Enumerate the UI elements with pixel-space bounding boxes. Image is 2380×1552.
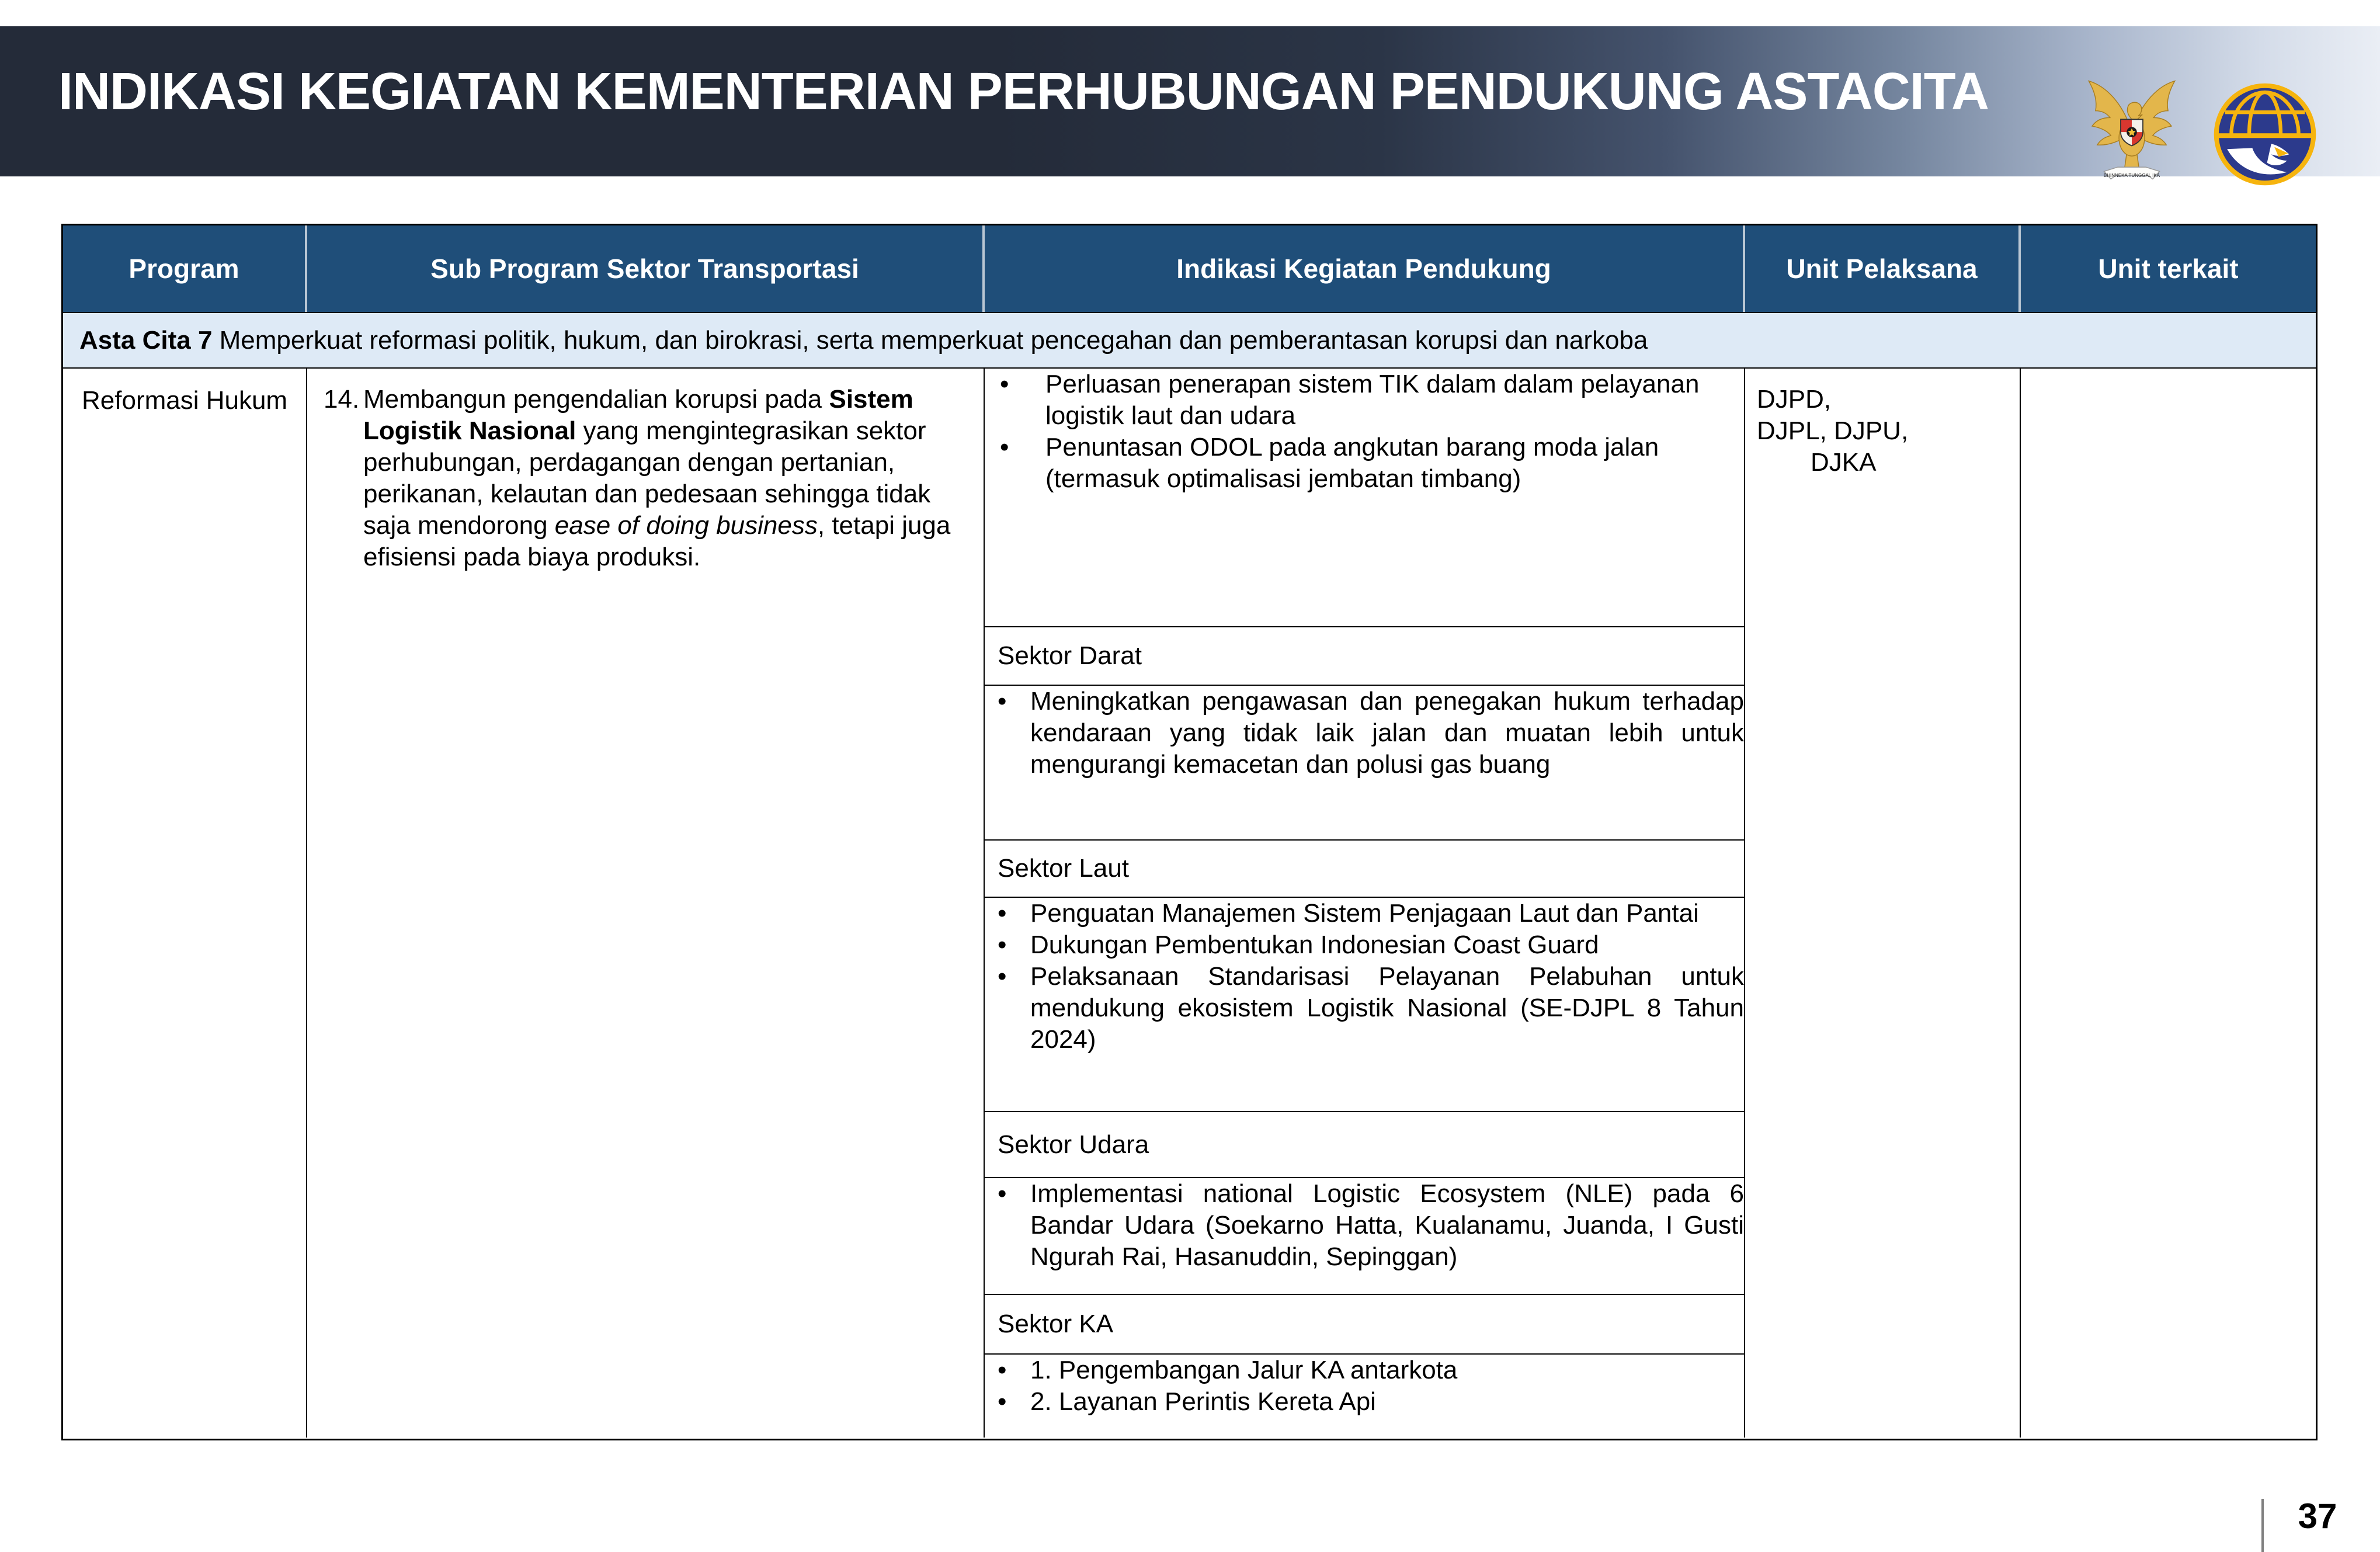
sub-program-text: Membangun pengendalian korupsi pada Sistem Logistik Nasional yang mengintegrasikan sektor perhubungan, perdagangan dengan pertanian, perikanan, kelautan dan pedesaan sehingga tidak saja mendorong ease of doing business, tetapi juga efisiensi pada biaya produksi.: [363, 385, 951, 571]
sektor-ka-header: Sektor KA: [985, 1295, 1744, 1355]
sektor-darat-header: Sektor Darat: [985, 627, 1744, 686]
column-header-unit-terkait: Unit terkait: [2098, 254, 2239, 284]
column-header-indikasi: Indikasi Kegiatan Pendukung: [985, 225, 1745, 312]
sektor-ka-bullet-list: [985, 1355, 1744, 1418]
sektor-udara-bullet-list: [985, 1178, 1744, 1273]
unit-line: DJKA: [1811, 448, 1877, 477]
bullet-item: • Penuntasan ODOL pada angkutan barang moda jalan (termasuk optimalisasi jembatan timbang): [985, 432, 1744, 495]
unit-pelaksana-cell: [1745, 369, 2021, 1438]
bullet-item: • Penguatan Manajemen Sistem Penjagaan Laut dan Pantai: [985, 898, 1744, 929]
sektor-laut-header: Sektor Laut: [985, 841, 1744, 898]
sektor-udara-cell: [985, 1178, 1744, 1295]
unit-terkait-cell: [2021, 369, 2316, 1438]
astacita-table: [61, 224, 2318, 1440]
page-title: INDIKASI KEGIATAN KEMENTERIAN PERHUBUNGAN PENDUKUNG ASTACITA: [58, 63, 1989, 121]
sub-program-cell: [307, 369, 985, 1438]
table-header-row: [63, 225, 2316, 313]
sektor-darat-cell: [985, 686, 1744, 841]
page-number: 37: [2298, 1496, 2337, 1536]
sektor-udara-header: Sektor Udara: [985, 1112, 1744, 1178]
indikasi-cell-stack: [985, 369, 1745, 1438]
bullet-item: • Meningkatkan pengawasan dan penegakan hukum terhadap kendaraan yang tidak laik jalan dan muatan lebih untuk mengurangi kemacetan dan polusi gas buang: [985, 686, 1744, 780]
title-bar: [0, 26, 2380, 176]
column-header-sub-program: Sub Program Sektor Transportasi: [307, 225, 985, 312]
sektor-laut-bullet-list: [985, 898, 1744, 1056]
unit-line: DJPD,: [1757, 385, 1832, 414]
asta-cita-text: Memperkuat reformasi politik, hukum, dan birokrasi, serta memperkuat pencegahan dan pemberantasan korupsi dan narkoba: [212, 325, 1648, 355]
garuda-banner-text: BHINNEKA TUNGGAL IKA: [2103, 172, 2160, 178]
bullet-item: • 1. Pengembangan Jalur KA antarkota: [985, 1355, 1744, 1386]
bullet-item: • Dukungan Pembentukan Indonesian Coast Guard: [985, 929, 1744, 961]
table-body-row: [63, 369, 2316, 1438]
column-header-program: Program: [63, 225, 307, 312]
kemenhub-logo: [2212, 75, 2318, 193]
sektor-laut-cell: [985, 898, 1744, 1112]
sektor-ka-cell: [985, 1355, 1744, 1438]
column-header-unit-pelaksana: Unit Pelaksana: [1745, 225, 2021, 312]
bullet-item: • Implementasi national Logistic Ecosystem (NLE) pada 6 Bandar Udara (Soekarno Hatta, Kualanamu, Juanda, I Gusti Ngurah Rai, Hasanuddin, Sepinggan): [985, 1178, 1744, 1273]
asta-cita-row: [63, 313, 2316, 369]
bullet-item: • Pelaksanaan Standarisasi Pelayanan Pelabuhan untuk mendukung ekosistem Logistik Nasional (SE-DJPL 8 Tahun 2024): [985, 961, 1744, 1056]
sub-program-number: 14.: [324, 385, 360, 414]
sektor-darat-bullet-list: [985, 686, 1744, 780]
bullet-item: • 2. Layanan Perintis Kereta Api: [985, 1386, 1744, 1418]
indikasi-intro-cell: [985, 369, 1744, 627]
intro-bullet-list: [985, 369, 1744, 495]
garuda-pancasila-logo: [2083, 67, 2181, 195]
asta-cita-label: Asta Cita 7: [79, 325, 213, 355]
footer-divider: [2261, 1499, 2264, 1552]
bullet-item: • Perluasan penerapan sistem TIK dalam dalam pelayanan logistik laut dan udara: [985, 369, 1744, 432]
program-cell: Reformasi Hukum: [63, 369, 307, 1438]
unit-line: DJPL, DJPU,: [1757, 416, 1909, 445]
